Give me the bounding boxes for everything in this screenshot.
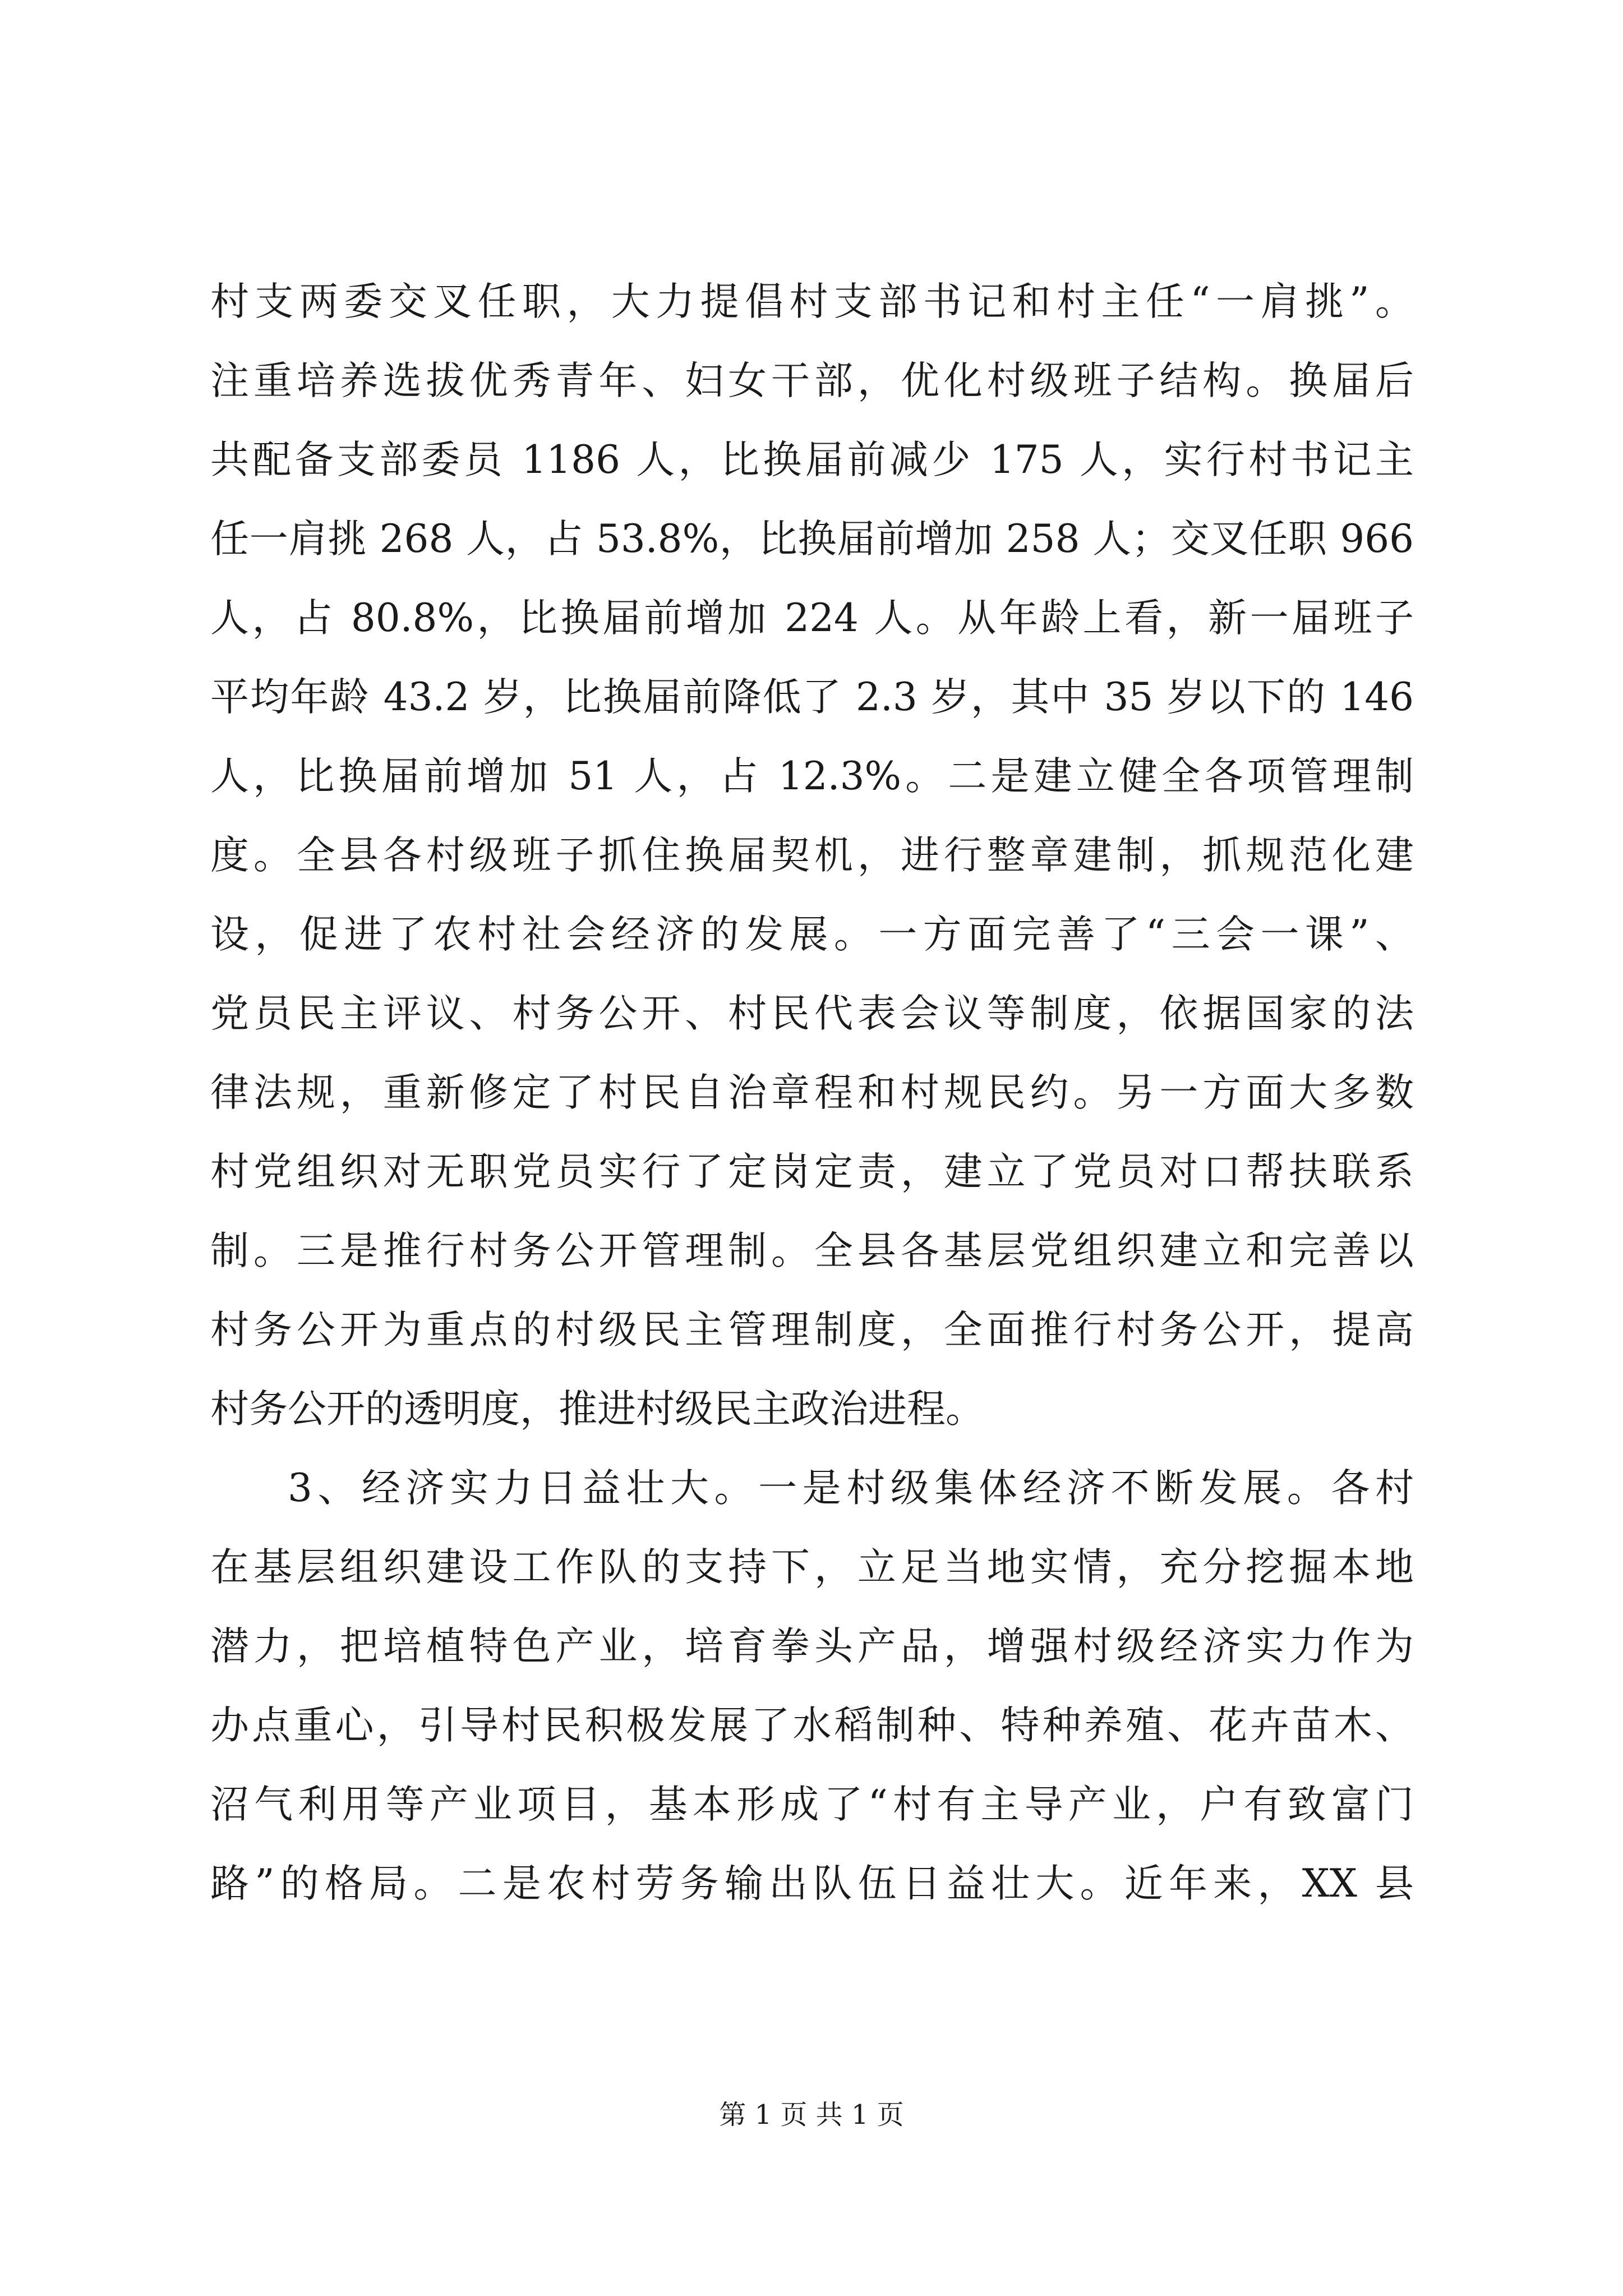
text-line: 度。全县各村级班子抓住换届契机，进行整章建制，抓规范化建 bbox=[210, 833, 1414, 878]
text-line: 设，促进了农村社会经济的发展。一方面完善了“三会一课”、 bbox=[210, 912, 1414, 957]
text-line: 人，比换届前增加 51 人，占 12.3%。二是建立健全各项管理制 bbox=[210, 754, 1414, 799]
text-line: 在基层组织建设工作队的支持下，立足当地实情，充分挖掘本地 bbox=[210, 1545, 1414, 1590]
text-line: 潜力，把培植特色产业，培育拳头产品，增强村级经济实力作为 bbox=[210, 1624, 1414, 1669]
text-line: 注重培养选拔优秀青年、妇女干部，优化村级班子结构。换届后 bbox=[210, 358, 1414, 403]
text-line: 律法规，重新修定了村民自治章程和村规民约。另一方面大多数 bbox=[210, 1070, 1414, 1115]
text-line: 共配备支部委员 1186 人，比换届前减少 175 人，实行村书记主 bbox=[210, 438, 1414, 482]
text-line: 路”的格局。二是农村劳务输出队伍日益壮大。近年来，XX 县 bbox=[210, 1861, 1414, 1906]
text-line: 制。三是推行村务公开管理制。全县各基层党组织建立和完善以 bbox=[210, 1228, 1414, 1273]
text-line: 村支两委交叉任职，大力提倡村支部书记和村主任“一肩挑”。 bbox=[210, 279, 1414, 324]
text-line: 村务公开的透明度，推进村级民主政治进程。 bbox=[210, 1387, 984, 1432]
text-line: 人，占 80.8%，比换届前增加 224 人。从年龄上看，新一届班子 bbox=[210, 596, 1414, 641]
text-line: 党员民主评议、村务公开、村民代表会议等制度，依据国家的法 bbox=[210, 991, 1414, 1036]
text-line: 村务公开为重点的村级民主管理制度，全面推行村务公开，提高 bbox=[210, 1308, 1414, 1352]
text-line: 3、经济实力日益壮大。一是村级集体经济不断发展。各村 bbox=[288, 1466, 1414, 1511]
text-line: 村党组织对无职党员实行了定岗定责，建立了党员对口帮扶联系 bbox=[210, 1149, 1414, 1194]
text-line: 任一肩挑 268 人，占 53.8%，比换届前增加 258 人；交叉任职 966 bbox=[210, 517, 1414, 562]
text-line: 沼气利用等产业项目，基本形成了“村有主导产业，户有致富门 bbox=[210, 1782, 1414, 1827]
page-footer: 第 1 页 共 1 页 bbox=[719, 2099, 904, 2131]
text-line: 办点重心，引导村民积极发展了水稻制种、特种养殖、花卉苗木、 bbox=[210, 1703, 1414, 1748]
text-line: 平均年龄 43.2 岁，比换届前降低了 2.3 岁，其中 35 岁以下的 146 bbox=[210, 675, 1414, 720]
body-text bbox=[210, 263, 1414, 1924]
